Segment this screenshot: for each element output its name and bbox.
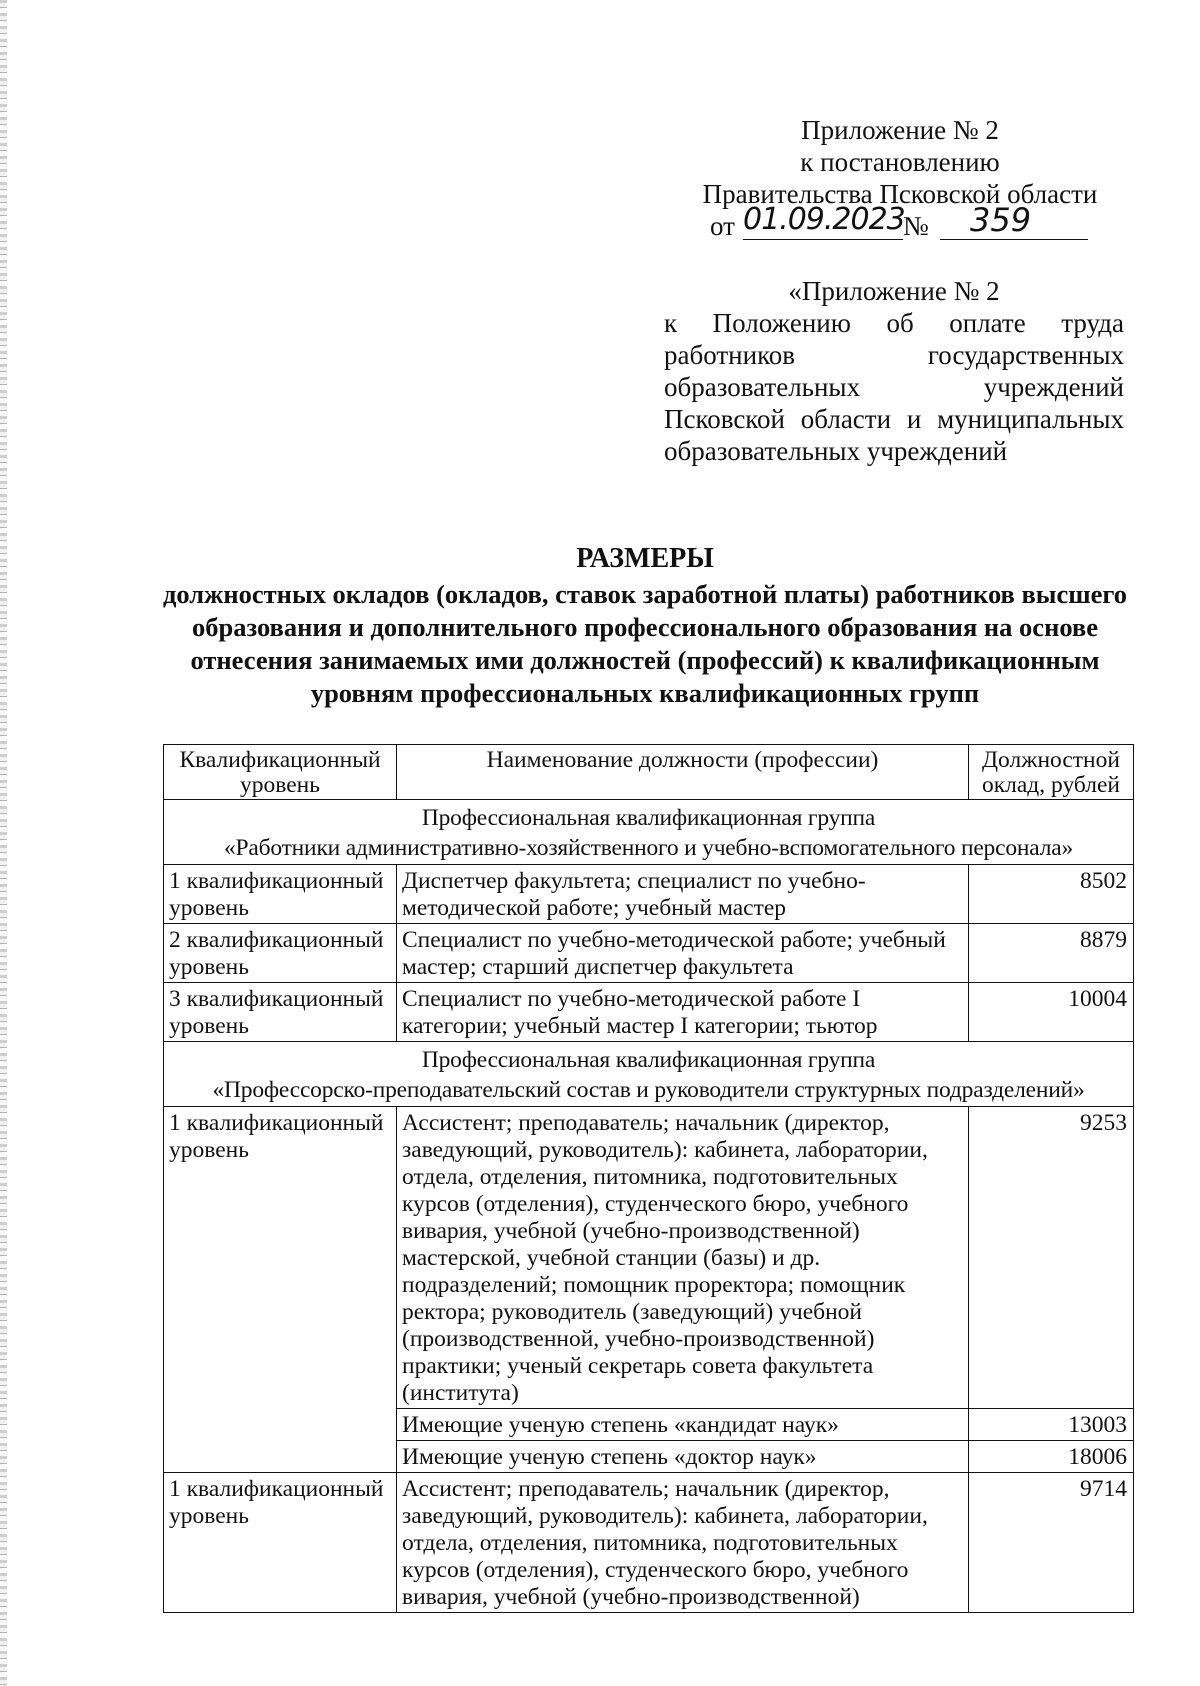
position-cell: Имеющие ученую степень «кандидат наук» <box>397 1409 969 1441</box>
level-cell: 1 квалификационный уровень <box>164 865 397 924</box>
table-row <box>164 1473 1134 1613</box>
salary-cell: 8879 <box>969 924 1134 983</box>
document-title <box>150 540 1140 710</box>
scan-edge-artifact <box>0 0 7 1686</box>
attachment-header <box>680 114 1120 248</box>
group-row <box>164 800 1134 865</box>
table-header-row <box>164 745 1134 800</box>
salary-table <box>163 744 1134 1613</box>
group-row <box>164 1042 1134 1107</box>
salary-cell: 18006 <box>969 1441 1134 1473</box>
attachment-government: Правительства Псковской области <box>702 179 1098 209</box>
header-level: Квалификационный уровень <box>164 745 397 800</box>
position-cell: Ассистент; преподаватель; начальник (директор, заведующий, руководитель): кабинета, лаборатории, отдела, отделения, питомника, подготовительных курсов (отделения), студенческого бюро, учебного вивария, учебной (учебно-производственной) мастерской, учебной станции (базы) и др. подразделений; помощник проректора; помощник ректора; руководитель (заведующий) учебной (производственной, учебно-производственной) практики; ученый секретарь совета факультета (института) <box>397 1107 969 1409</box>
appendix-quote-block <box>664 275 1124 467</box>
group-cell <box>164 800 1134 865</box>
attachment-number: Приложение № 2 <box>801 115 999 145</box>
position-cell: Имеющие ученую степень «доктор наук» <box>397 1441 969 1473</box>
salary-cell: 10004 <box>969 983 1134 1042</box>
salary-cell: 8502 <box>969 865 1134 924</box>
header-salary: Должностной оклад, рублей <box>969 745 1134 800</box>
salary-cell: 9253 <box>969 1107 1134 1409</box>
position-cell: Ассистент; преподаватель; начальник (директор, заведующий, руководитель): кабинета, лаборатории, отдела, отделения, питомника, подготовительных курсов (отделения), студенческого бюро, учебного вивария, учебной (учебно-производственной) <box>397 1473 969 1613</box>
appendix-quote-body: к Положению об оплате труда работников государственных образовательных учреждений Псковской области и муниципальных образовательных учреждений <box>664 308 1124 466</box>
attachment-reference: к постановлению <box>800 147 1000 177</box>
handwritten-date: 01.09.2023 <box>743 201 903 240</box>
position-cell: Специалист по учебно-методической работе; учебный мастер; старший диспетчер факультета <box>397 924 969 983</box>
group-name: «Работники административно-хозяйственного и учебно-вспомогательного персонала» <box>223 835 1074 861</box>
level-cell: 3 квалификационный уровень <box>164 983 397 1042</box>
number-label: № <box>903 211 929 241</box>
group-cell <box>164 1042 1134 1107</box>
group-name: «Профессорско-преподавательский состав и руководители структурных подразделений» <box>212 1077 1085 1103</box>
position-cell: Диспетчер факультета; специалист по учебно-методической работе; учебный мастер <box>397 865 969 924</box>
level-cell: 2 квалификационный уровень <box>164 924 397 983</box>
table-row <box>164 1107 1134 1409</box>
title-main: РАЗМЕРЫ <box>576 543 714 574</box>
level-cell: 1 квалификационный уровень <box>164 1473 397 1613</box>
attachment-date-line <box>680 201 1120 248</box>
group-label: Профессиональная квалификационная группа <box>421 1047 876 1073</box>
group-label: Профессиональная квалификационная группа <box>421 805 876 831</box>
header-position: Наименование должности (профессии) <box>397 745 969 800</box>
table-row <box>164 924 1134 983</box>
position-cell: Специалист по учебно-методической работе I категории; учебный мастер I категории; тьютор <box>397 983 969 1042</box>
table-row <box>164 983 1134 1042</box>
level-cell: 1 квалификационный уровень <box>164 1107 397 1473</box>
handwritten-number: 359 <box>940 200 1088 240</box>
from-label: от <box>710 211 735 241</box>
appendix-quote-title: «Приложение № 2 <box>788 276 1000 306</box>
table-row <box>164 865 1134 924</box>
salary-cell: 13003 <box>969 1409 1134 1441</box>
salary-cell: 9714 <box>969 1473 1134 1613</box>
title-subtitle: должностных окладов (окладов, ставок заработной платы) работников высшего образования и дополнительного профессионального образования на основе отнесения занимаемых ими должностей (профессий) к квалификационным уровням профессиональных квалификационных групп <box>162 579 1127 708</box>
